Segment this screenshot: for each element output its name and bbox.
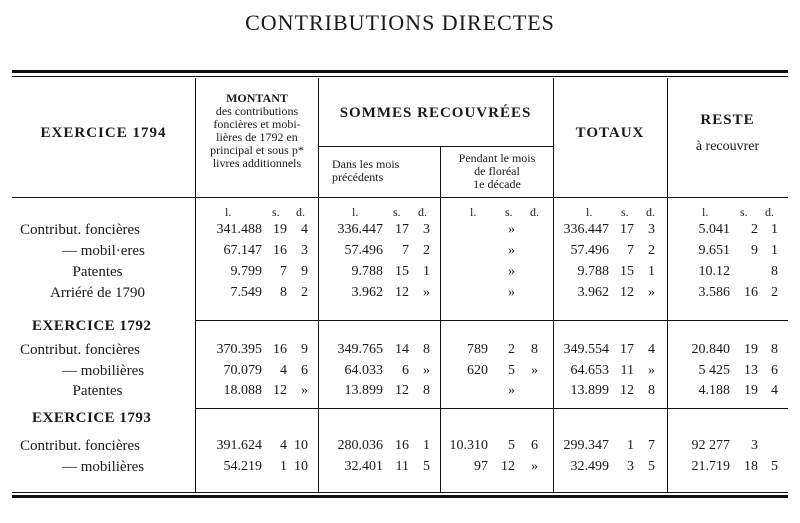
amount-livres: 4.188	[698, 383, 730, 398]
amount-deniers: 5	[648, 459, 655, 474]
amount-sous: »	[508, 243, 515, 258]
row-label: Patentes	[72, 264, 123, 280]
amount-sous: 1	[280, 459, 287, 474]
amount-livres: 32.499	[570, 459, 609, 474]
header-montant-line: foncières et mobi-	[213, 117, 301, 131]
amount-sous: 5	[508, 363, 515, 378]
sommes-underline	[318, 146, 553, 147]
amount-livres: 280.036	[337, 438, 383, 453]
amount-sous: 12	[620, 383, 634, 398]
amount-deniers: 8	[423, 342, 430, 357]
amount-deniers: 8	[531, 342, 538, 357]
amount-deniers: 1	[771, 222, 778, 237]
amount-deniers: 7	[648, 438, 655, 453]
amount-livres: 32.401	[344, 459, 383, 474]
amount-sous: 19	[273, 222, 287, 237]
amount-deniers: 10	[294, 438, 308, 453]
amount-livres: 57.496	[344, 243, 383, 258]
amount-deniers: 6	[531, 438, 538, 453]
section-title: EXERCICE 1793	[32, 410, 152, 426]
unit-label-s-col3: s.	[505, 205, 513, 219]
amount-sous: 2	[751, 222, 758, 237]
amount-sous: 17	[395, 222, 409, 237]
row-label: — mobilières	[62, 363, 145, 379]
amount-livres: 54.219	[223, 459, 262, 474]
amount-sous: 2	[508, 342, 515, 357]
unit-label-l-col1: l.	[225, 205, 232, 219]
amount-deniers: 1	[771, 243, 778, 258]
header-reste	[667, 112, 788, 155]
amount-sous: 5	[508, 438, 515, 453]
amount-sous: »	[508, 383, 515, 398]
amount-livres: 9.651	[698, 243, 730, 258]
amount-livres: 10.310	[449, 438, 488, 453]
amount-livres: 341.488	[216, 222, 262, 237]
unit-label-l-col2: l.	[352, 205, 359, 219]
bottom-rule-thin	[12, 492, 788, 493]
amount-livres: 3.586	[698, 285, 730, 300]
amount-livres: 70.079	[223, 363, 262, 378]
header-mois-line: précédents	[332, 170, 384, 184]
row-label: Contribut. foncières	[20, 222, 140, 238]
amount-deniers: 2	[648, 243, 655, 258]
amount-deniers: 5	[423, 459, 430, 474]
amount-deniers: 9	[301, 264, 308, 279]
header-reste-sub: à recouvrer	[695, 139, 760, 154]
unit-label-s-col1: s.	[272, 205, 280, 219]
amount-sous: »	[508, 222, 515, 237]
amount-sous: 16	[273, 243, 287, 258]
amount-deniers: 3	[301, 243, 308, 258]
amount-sous: 3	[751, 438, 758, 453]
amount-livres: 349.554	[563, 342, 609, 357]
amount-deniers: 9	[301, 342, 308, 357]
section-rule-1792	[195, 320, 788, 321]
header-reste-title: RESTE	[700, 112, 755, 128]
row-label: Patentes	[72, 383, 123, 399]
amount-sous: 18	[744, 459, 758, 474]
amount-deniers: 5	[771, 459, 778, 474]
amount-deniers: 4	[301, 222, 308, 237]
amount-livres: 21.719	[691, 459, 730, 474]
amount-livres: 349.765	[337, 342, 383, 357]
header-floreal	[441, 152, 553, 191]
amount-deniers: 2	[301, 285, 308, 300]
amount-livres: 7.549	[230, 285, 262, 300]
amount-deniers: 2	[771, 285, 778, 300]
amount-sous: 13	[744, 363, 758, 378]
amount-deniers: »	[531, 459, 538, 474]
amount-deniers: 1	[648, 264, 655, 279]
amount-sous: 16	[273, 342, 287, 357]
amount-livres: 391.624	[216, 438, 262, 453]
amount-livres: 13.899	[570, 383, 609, 398]
unit-label-d-col2: d.	[418, 205, 427, 219]
amount-sous: 12	[395, 383, 409, 398]
unit-label-l-col3: l.	[470, 205, 477, 219]
amount-deniers: 4	[648, 342, 655, 357]
amount-livres: 9.788	[577, 264, 609, 279]
amount-livres: 20.840	[691, 342, 730, 357]
amount-livres: 3.962	[351, 285, 383, 300]
amount-livres: 9.799	[230, 264, 262, 279]
amount-deniers: 6	[301, 363, 308, 378]
amount-sous: 4	[280, 363, 287, 378]
row-label: Contribut. foncières	[20, 342, 140, 358]
amount-sous: 1	[627, 438, 634, 453]
unit-label-l-col4: l.	[586, 205, 593, 219]
amount-deniers: »	[648, 363, 655, 378]
amount-sous: 7	[402, 243, 409, 258]
unit-label-d-col3: d.	[530, 205, 539, 219]
amount-deniers: »	[301, 383, 308, 398]
header-totaux: TOTAUX	[575, 125, 645, 141]
amount-sous: 16	[395, 438, 409, 453]
amount-livres: 92 277	[691, 438, 730, 453]
top-rule-thick	[12, 70, 788, 73]
header-mois-line: Dans les mois	[332, 157, 400, 171]
header-montant-line: principal et sous p*	[210, 143, 304, 157]
amount-livres: 620	[467, 363, 488, 378]
page-title: CONTRIBUTIONS DIRECTES	[245, 10, 555, 35]
header-floreal-line: de floréal	[474, 164, 520, 178]
amount-livres: 5.041	[698, 222, 730, 237]
unit-label-l-col5: l.	[702, 205, 709, 219]
section-rule-1793	[195, 408, 788, 409]
amount-deniers: 8	[771, 264, 778, 279]
amount-sous: 9	[751, 243, 758, 258]
amount-sous: 15	[395, 264, 409, 279]
amount-sous: 11	[620, 363, 634, 378]
amount-sous: 8	[280, 285, 287, 300]
row-label: Contribut. foncières	[20, 438, 140, 454]
amount-deniers: 4	[771, 383, 778, 398]
unit-label-d-col4: d.	[646, 205, 655, 219]
amount-sous: 7	[280, 264, 287, 279]
amount-sous: 4	[280, 438, 287, 453]
header-mois-precedents	[320, 158, 438, 184]
top-rule-thin	[12, 76, 788, 77]
amount-sous: 12	[501, 459, 515, 474]
amount-sous: 14	[395, 342, 409, 357]
col-divider-2	[318, 78, 319, 492]
amount-sous: 15	[620, 264, 634, 279]
header-montant-line: MONTANT	[226, 91, 288, 105]
header-montant-line: livres additionnels	[212, 156, 302, 170]
amount-sous: 17	[620, 342, 634, 357]
unit-label-s-col4: s.	[621, 205, 629, 219]
amount-livres: 3.962	[577, 285, 609, 300]
amount-sous: »	[508, 264, 515, 279]
unit-label-d-col1: d.	[296, 205, 305, 219]
amount-livres: 336.447	[337, 222, 383, 237]
header-floreal-line: 1e décade	[473, 177, 521, 191]
amount-sous: 19	[744, 383, 758, 398]
amount-sous: 12	[395, 285, 409, 300]
amount-livres: 789	[467, 342, 488, 357]
amount-livres: 10.12	[698, 264, 730, 279]
amount-livres: 18.088	[223, 383, 262, 398]
unit-label-s-col5: s.	[740, 205, 748, 219]
amount-deniers: 8	[771, 342, 778, 357]
amount-deniers: 8	[423, 383, 430, 398]
amount-deniers: 3	[648, 222, 655, 237]
amount-deniers: 8	[648, 383, 655, 398]
row-label: — mobil·eres	[62, 243, 145, 259]
amount-livres: 9.788	[351, 264, 383, 279]
amount-sous: 17	[620, 222, 634, 237]
amount-livres: 64.653	[570, 363, 609, 378]
bottom-rule-thick	[12, 495, 788, 498]
amount-deniers: »	[531, 363, 538, 378]
amount-livres: 370.395	[216, 342, 262, 357]
unit-label-s-col2: s.	[393, 205, 401, 219]
header-exercice: EXERCICE 1794	[40, 125, 167, 141]
header-floreal-line: Pendant le mois	[458, 151, 536, 165]
section-title: EXERCICE 1792	[32, 318, 152, 334]
amount-deniers: 10	[294, 459, 308, 474]
amount-sous: 7	[627, 243, 634, 258]
row-label: — mobilières	[62, 459, 145, 475]
amount-deniers: »	[423, 363, 430, 378]
header-montant-line: lières de 1792 en	[216, 130, 298, 144]
amount-sous: 16	[744, 285, 758, 300]
header-sommes: SOMMES RECOUVRÉES	[339, 105, 532, 121]
amount-deniers: 2	[423, 243, 430, 258]
amount-sous: 19	[744, 342, 758, 357]
amount-deniers: 3	[423, 222, 430, 237]
header-montant	[196, 92, 318, 170]
amount-livres: 299.347	[563, 438, 609, 453]
amount-livres: 97	[474, 459, 488, 474]
amount-deniers: »	[423, 285, 430, 300]
amount-sous: 12	[620, 285, 634, 300]
unit-label-d-col5: d.	[765, 205, 774, 219]
amount-deniers: »	[648, 285, 655, 300]
amount-sous: 11	[395, 459, 409, 474]
amount-livres: 336.447	[563, 222, 609, 237]
header-bottom-rule	[12, 197, 788, 198]
amount-sous: »	[508, 285, 515, 300]
amount-sous: 6	[402, 363, 409, 378]
amount-livres: 57.496	[570, 243, 609, 258]
amount-deniers: 6	[771, 363, 778, 378]
amount-livres: 64.033	[344, 363, 383, 378]
header-montant-line: des contributions	[215, 104, 299, 118]
amount-deniers: 1	[423, 438, 430, 453]
amount-livres: 13.899	[344, 383, 383, 398]
amount-sous: 12	[273, 383, 287, 398]
amount-sous: 3	[627, 459, 634, 474]
amount-livres: 5 425	[698, 363, 730, 378]
amount-deniers: 1	[423, 264, 430, 279]
row-label: Arriéré de 1790	[50, 285, 145, 301]
amount-livres: 67.147	[223, 243, 262, 258]
